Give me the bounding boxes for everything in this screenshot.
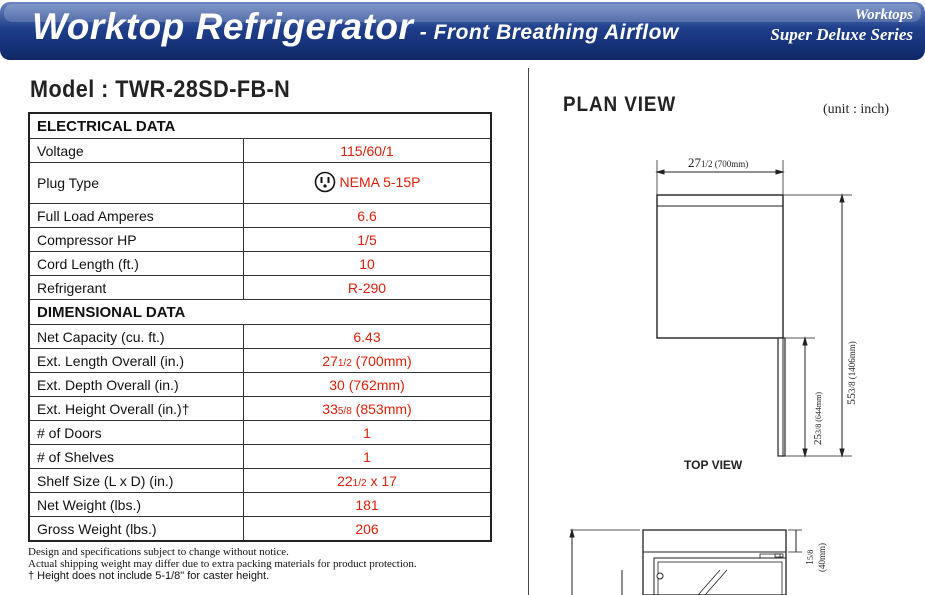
banner-subtitle: - Front Breathing Airflow (413, 21, 679, 44)
row-value: 115/60/1 (244, 139, 492, 163)
row-label: Ext. Depth Overall (in.) (29, 373, 244, 397)
table-row (29, 163, 491, 204)
footnote-3: † Height does not include 5-1/8" for caster height. (28, 570, 270, 582)
table-row (29, 139, 491, 163)
row-label: Refrigerant (29, 276, 244, 300)
door-dimension: 253/8 (644mm) (812, 392, 824, 445)
plan-view-title: PLAN VIEW (563, 93, 677, 116)
table-row (29, 445, 491, 469)
spec-table (28, 112, 492, 542)
table-row (29, 228, 491, 252)
row-value (244, 163, 492, 204)
footnote-1: Design and specifications subject to change without notice. (28, 546, 289, 558)
table-row (29, 373, 491, 397)
row-value: 30 (762mm) (244, 373, 492, 397)
column-divider (528, 68, 529, 595)
row-value: 1/5 (244, 228, 492, 252)
row-label: Net Capacity (cu. ft.) (29, 325, 244, 349)
row-value: 206 (244, 517, 492, 542)
row-label: Shelf Size (L x D) (in.) (29, 469, 244, 493)
table-row (29, 276, 491, 300)
plan-drawing (540, 140, 920, 595)
fraction: 1/2 (352, 477, 367, 489)
plug-icon (314, 171, 336, 193)
row-value: 1 (244, 421, 492, 445)
table-row (29, 421, 491, 445)
table-row (29, 252, 491, 276)
row-label: Ext. Height Overall (in.)† (29, 397, 244, 421)
row-value: 10 (244, 252, 492, 276)
row-label: Full Load Amperes (29, 204, 244, 228)
table-row (29, 349, 491, 373)
top-view-label: TOP VIEW (684, 458, 743, 472)
depth-dimension: 553/8 (1406mm) (844, 341, 858, 405)
series-line-1: Worktops (854, 7, 913, 23)
plug-type-value: NEMA 5-15P (339, 173, 421, 190)
row-value: 6.43 (244, 325, 492, 349)
row-value: 221/2 x 17 (244, 469, 492, 493)
row-value: 1 (244, 445, 492, 469)
unit-label: (unit : inch) (823, 102, 890, 117)
dimensional-heading: DIMENSIONAL DATA (29, 300, 491, 325)
row-value: 271/2 (700mm) (244, 349, 492, 373)
row-label: Cord Length (ft.) (29, 252, 244, 276)
front-view-outline (643, 530, 786, 595)
row-label: # of Shelves (29, 445, 244, 469)
table-row (29, 493, 491, 517)
row-label: Net Weight (lbs.) (29, 493, 244, 517)
top-dimension-mm: (40mm) (817, 543, 827, 572)
cabinet-outline (657, 195, 783, 338)
width-dimension: 271/2 (700mm) (688, 155, 749, 170)
row-label: Gross Weight (lbs.) (29, 517, 244, 542)
row-value: 6.6 (244, 204, 492, 228)
footnote-2: Actual shipping weight may differ due to extra packing materials for product protection. (28, 558, 417, 570)
electrical-heading: ELECTRICAL DATA (29, 113, 491, 139)
row-label: Compressor HP (29, 228, 244, 252)
fraction: 5/8 (337, 405, 352, 417)
table-row (29, 517, 491, 542)
row-value: R-290 (244, 276, 492, 300)
row-value: 335/8 (853mm) (244, 397, 492, 421)
table-row (29, 325, 491, 349)
series-line-2: Super Deluxe Series (770, 25, 913, 44)
row-value: 181 (244, 493, 492, 517)
fraction: 1/2 (337, 357, 352, 369)
series-label (770, 6, 913, 44)
banner-title: Worktop Refrigerator - Front Breathing Airflow (32, 6, 679, 47)
table-row (29, 204, 491, 228)
row-label: Ext. Length Overall (in.) (29, 349, 244, 373)
model-title: Model : TWR-28SD-FB-N (30, 76, 291, 103)
door-panel (778, 338, 785, 456)
row-label: Plug Type (29, 163, 244, 204)
row-label: Voltage (29, 139, 244, 163)
table-row (29, 469, 491, 493)
row-label: # of Doors (29, 421, 244, 445)
top-dimension: 15/8 (805, 549, 816, 565)
table-row (29, 397, 491, 421)
footnotes (28, 546, 417, 582)
